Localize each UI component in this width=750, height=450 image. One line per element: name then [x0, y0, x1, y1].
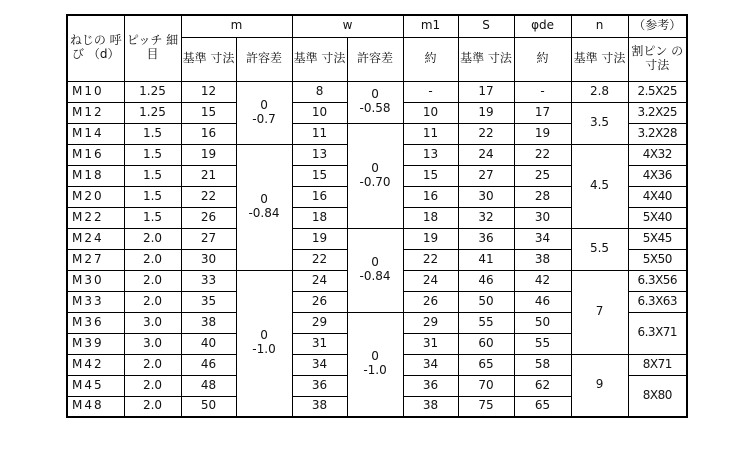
de-cell: 30: [514, 207, 571, 228]
m-base-cell: 38: [181, 312, 236, 333]
thread-size-cell: M18: [67, 165, 124, 186]
thread-size-cell: M39: [67, 333, 124, 354]
m-tolerance-cell-upper: 0: [260, 97, 268, 112]
w-base-cell: 24: [292, 270, 347, 291]
w-base-cell: 11: [292, 123, 347, 144]
thread-size-cell: M10: [67, 81, 124, 102]
de-cell: 19: [514, 123, 571, 144]
thread-size-cell: M12: [67, 102, 124, 123]
m-base-cell: 22: [181, 186, 236, 207]
m1-cell: -: [403, 81, 458, 102]
pitch-cell: 2.0: [124, 228, 181, 249]
de-cell: 58: [514, 354, 571, 375]
m-base-cell: 35: [181, 291, 236, 312]
de-cell: 34: [514, 228, 571, 249]
m-base-cell: 40: [181, 333, 236, 354]
s-cell: 70: [458, 375, 514, 396]
m-tolerance-cell: [236, 144, 292, 270]
m1-cell: 29: [403, 312, 458, 333]
m-base-cell: 12: [181, 81, 236, 102]
w-base-cell: 31: [292, 333, 347, 354]
thread-size-cell: M20: [67, 186, 124, 207]
s-cell: 19: [458, 102, 514, 123]
s-cell: 75: [458, 396, 514, 417]
w-tolerance-cell-lower: -1.0: [363, 363, 387, 378]
s-cell: 22: [458, 123, 514, 144]
thread-size-cell: M36: [67, 312, 124, 333]
m1-cell: 16: [403, 186, 458, 207]
pin-cell: 3.2X28: [628, 123, 687, 144]
pitch-cell: 2.0: [124, 375, 181, 396]
pin-cell: 6.3X56: [628, 270, 687, 291]
header-phi-de: φde: [514, 15, 571, 37]
pin-cell: 6.3X71: [628, 312, 687, 354]
m-base-cell: 30: [181, 249, 236, 270]
header-reference: （参考）: [628, 15, 687, 37]
table-body: [67, 15, 687, 417]
s-cell: 46: [458, 270, 514, 291]
header-pitch: ピッチ 細目: [124, 15, 181, 81]
pitch-cell: 1.5: [124, 144, 181, 165]
pin-cell: 4X40: [628, 186, 687, 207]
header-m: m: [181, 15, 292, 37]
m-base-cell: 15: [181, 102, 236, 123]
m-tolerance-cell-upper: 0: [260, 192, 268, 207]
m1-cell: 11: [403, 123, 458, 144]
s-cell: 32: [458, 207, 514, 228]
pitch-cell: 2.0: [124, 249, 181, 270]
m-tolerance-cell-lower: -0.7: [252, 111, 276, 126]
w-tolerance-cell-upper: 0: [371, 349, 379, 364]
m-base-cell: 19: [181, 144, 236, 165]
s-cell: 50: [458, 291, 514, 312]
s-cell: 30: [458, 186, 514, 207]
de-cell: 28: [514, 186, 571, 207]
s-cell: 27: [458, 165, 514, 186]
s-cell: 24: [458, 144, 514, 165]
header-n: n: [571, 15, 628, 37]
pin-cell: 5X40: [628, 207, 687, 228]
w-base-cell: 15: [292, 165, 347, 186]
thread-size-cell: M33: [67, 291, 124, 312]
m-base-cell: 48: [181, 375, 236, 396]
m1-cell: 31: [403, 333, 458, 354]
m1-cell: 18: [403, 207, 458, 228]
w-base-cell: 10: [292, 102, 347, 123]
w-base-cell: 22: [292, 249, 347, 270]
w-tolerance-cell: [347, 123, 403, 228]
pin-cell: 3.2X25: [628, 102, 687, 123]
w-tolerance-cell: [347, 312, 403, 417]
pitch-cell: 2.0: [124, 396, 181, 417]
m-tolerance-cell-lower: -1.0: [252, 342, 276, 357]
m-tolerance-cell-upper: 0: [260, 328, 268, 343]
s-cell: 41: [458, 249, 514, 270]
w-base-cell: 18: [292, 207, 347, 228]
header-m-base: 基準 寸法: [181, 37, 236, 81]
m1-cell: 10: [403, 102, 458, 123]
header-row-1: [67, 15, 687, 37]
w-tolerance-cell: [347, 81, 403, 123]
m-tolerance-cell: [236, 81, 292, 144]
de-cell: 17: [514, 102, 571, 123]
w-base-cell: 36: [292, 375, 347, 396]
header-m1: m1: [403, 15, 458, 37]
thread-size-cell: M27: [67, 249, 124, 270]
header-n-base: 基準 寸法: [571, 37, 628, 81]
pin-cell: 4X36: [628, 165, 687, 186]
header-w-tolerance: 許容差: [347, 37, 403, 81]
header-pin: 割ピン の寸法: [628, 37, 687, 81]
s-cell: 36: [458, 228, 514, 249]
w-base-cell: 26: [292, 291, 347, 312]
w-base-cell: 29: [292, 312, 347, 333]
pitch-cell: 3.0: [124, 312, 181, 333]
header-de-approx: 約: [514, 37, 571, 81]
header-w-base: 基準 寸法: [292, 37, 347, 81]
thread-size-cell: M42: [67, 354, 124, 375]
nut-spec-table: [66, 14, 688, 418]
de-cell: 22: [514, 144, 571, 165]
m-base-cell: 26: [181, 207, 236, 228]
pitch-cell: 1.25: [124, 102, 181, 123]
w-tolerance-cell-upper: 0: [371, 160, 379, 175]
thread-size-cell: M14: [67, 123, 124, 144]
de-cell: 62: [514, 375, 571, 396]
pin-cell: 8X71: [628, 354, 687, 375]
thread-size-cell: M48: [67, 396, 124, 417]
header-s-base: 基準 寸法: [458, 37, 514, 81]
w-tolerance-cell-upper: 0: [371, 87, 379, 102]
de-cell: 38: [514, 249, 571, 270]
pitch-cell: 2.0: [124, 291, 181, 312]
de-cell: 25: [514, 165, 571, 186]
pin-cell: 2.5X25: [628, 81, 687, 102]
thread-size-cell: M30: [67, 270, 124, 291]
m-base-cell: 27: [181, 228, 236, 249]
table-row: [67, 228, 687, 249]
m1-cell: 13: [403, 144, 458, 165]
m1-cell: 22: [403, 249, 458, 270]
m1-cell: 26: [403, 291, 458, 312]
pin-cell: 5X45: [628, 228, 687, 249]
de-cell: -: [514, 81, 571, 102]
n-cell: 5.5: [571, 228, 628, 270]
de-cell: 46: [514, 291, 571, 312]
thread-size-cell: M22: [67, 207, 124, 228]
w-tolerance-cell-lower: -0.70: [359, 174, 391, 189]
s-cell: 60: [458, 333, 514, 354]
pin-cell: 5X50: [628, 249, 687, 270]
w-base-cell: 34: [292, 354, 347, 375]
pitch-cell: 1.5: [124, 186, 181, 207]
header-m-tolerance: 許容差: [236, 37, 292, 81]
m-tolerance-cell-lower: -0.84: [248, 206, 280, 220]
table-row: [67, 81, 687, 102]
pitch-cell: 1.25: [124, 81, 181, 102]
m-base-cell: 46: [181, 354, 236, 375]
m-tolerance-cell: [236, 270, 292, 417]
w-base-cell: 13: [292, 144, 347, 165]
w-base-cell: 19: [292, 228, 347, 249]
m-base-cell: 16: [181, 123, 236, 144]
m1-cell: 19: [403, 228, 458, 249]
w-base-cell: 8: [292, 81, 347, 102]
w-tolerance-cell-upper: 0: [371, 255, 379, 270]
thread-size-cell: M45: [67, 375, 124, 396]
m1-cell: 24: [403, 270, 458, 291]
s-cell: 65: [458, 354, 514, 375]
m1-cell: 34: [403, 354, 458, 375]
de-cell: 65: [514, 396, 571, 417]
m1-cell: 36: [403, 375, 458, 396]
pitch-cell: 1.5: [124, 165, 181, 186]
header-m1-approx: 約: [403, 37, 458, 81]
pin-cell: 8X80: [628, 375, 687, 417]
n-cell: 3.5: [571, 102, 628, 144]
w-tolerance-cell-lower: -0.84: [359, 269, 391, 283]
header-thread-size: ねじの 呼び （d）: [67, 15, 124, 81]
thread-size-cell: M16: [67, 144, 124, 165]
w-base-cell: 38: [292, 396, 347, 417]
w-base-cell: 16: [292, 186, 347, 207]
s-cell: 17: [458, 81, 514, 102]
pin-cell: 4X32: [628, 144, 687, 165]
m1-cell: 15: [403, 165, 458, 186]
n-cell: 7: [571, 270, 628, 354]
pitch-cell: 2.0: [124, 354, 181, 375]
n-cell: 2.8: [571, 81, 628, 102]
thread-size-cell: M24: [67, 228, 124, 249]
s-cell: 55: [458, 312, 514, 333]
header-s: S: [458, 15, 514, 37]
w-tolerance-cell: [347, 228, 403, 312]
n-cell: 4.5: [571, 144, 628, 228]
pitch-cell: 2.0: [124, 270, 181, 291]
pitch-cell: 3.0: [124, 333, 181, 354]
de-cell: 50: [514, 312, 571, 333]
pitch-cell: 1.5: [124, 123, 181, 144]
de-cell: 55: [514, 333, 571, 354]
m-base-cell: 33: [181, 270, 236, 291]
header-w: w: [292, 15, 403, 37]
pitch-cell: 1.5: [124, 207, 181, 228]
m-base-cell: 21: [181, 165, 236, 186]
pin-cell: 6.3X63: [628, 291, 687, 312]
n-cell: 9: [571, 354, 628, 417]
de-cell: 42: [514, 270, 571, 291]
m-base-cell: 50: [181, 396, 236, 417]
w-tolerance-cell-lower: -0.58: [359, 101, 391, 115]
m1-cell: 38: [403, 396, 458, 417]
